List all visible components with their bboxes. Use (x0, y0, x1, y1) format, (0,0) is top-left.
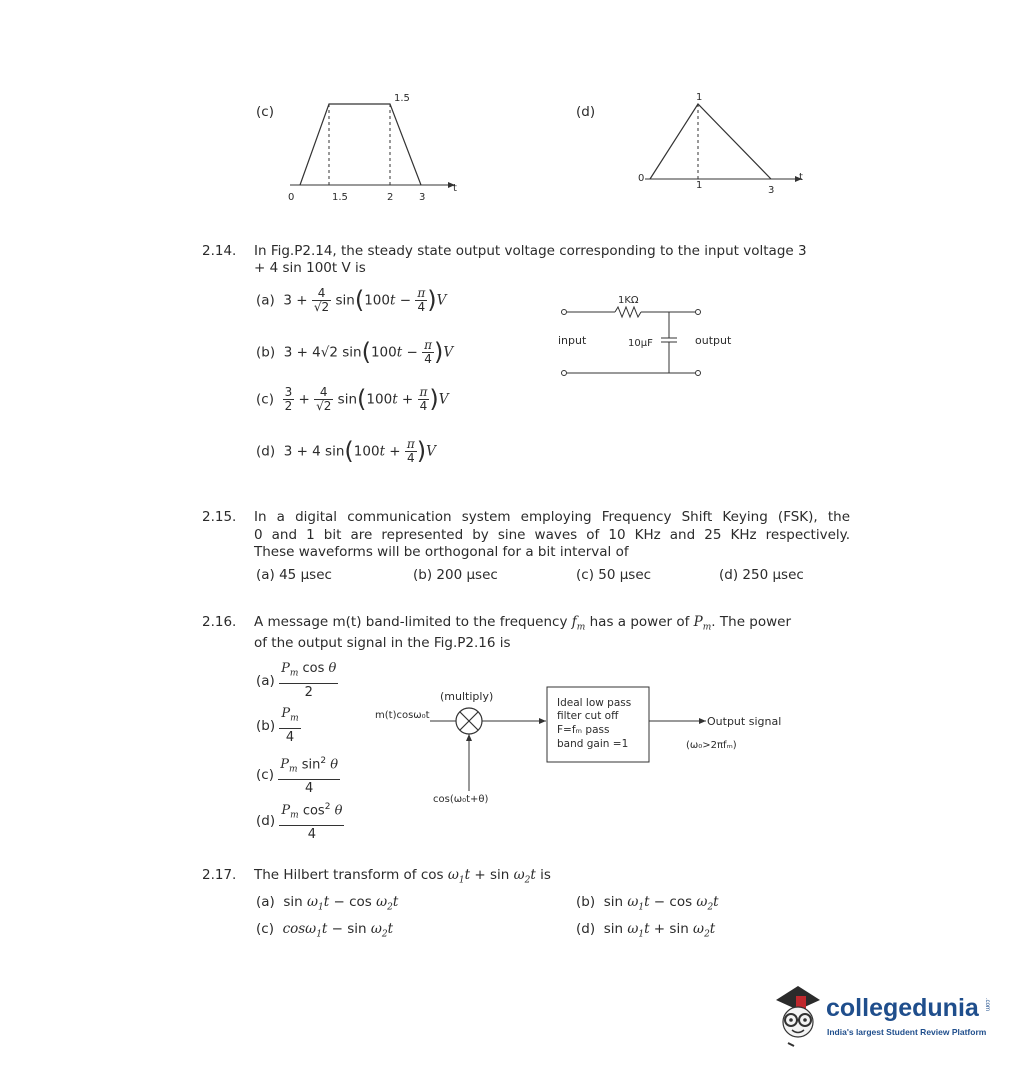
logo-suffix: .com (984, 998, 990, 1012)
q214-line1: In Fig.P2.14, the steady state output voltage corresponding to the input voltage 3 (254, 243, 807, 259)
q216-opt-b-label: (b) (256, 717, 276, 734)
fig-d-axis: t (799, 172, 803, 183)
q214-opt-d-label: (d) (256, 443, 276, 460)
fig-c-t0: 0 (288, 192, 295, 203)
mascot-icon (768, 980, 828, 1050)
q215-line3: These waveforms will be orthogonal for a bit interval of (254, 544, 629, 560)
q214-capacitor-label: 10μF (628, 338, 653, 349)
q216-multiply-label: (multiply) (440, 690, 494, 703)
q216-option-b: (b) $\frac{P_m}{4}$ (256, 706, 299, 745)
q214-rc-circuit (555, 288, 732, 383)
q214-option-b: (b) 3 + 4√2 sin(100t − $\frac{\pi}{4}$ )V (256, 338, 454, 366)
q216-opt-a-label: (a) (256, 672, 275, 689)
q216-filter-line1: Ideal low pass (557, 697, 632, 709)
q217-number: 2.17. (202, 867, 237, 883)
q217-option-b: (b) $\sin \omega_1t - \cos \omega_2t$ (576, 894, 719, 913)
q214-output-label: output (695, 334, 732, 347)
q217-option-d: (d) $\sin \omega_1t + \sin \omega_2t$ (576, 921, 716, 940)
fig-c-label: (c) (256, 104, 274, 120)
q217-option-a: (a) $\sin \omega_1t - \cos \omega_2t$ (256, 894, 399, 913)
q216-carrier-label: cos(ω₀t+θ) (433, 794, 489, 805)
q214-opt-a-label: (a) (256, 292, 275, 309)
q217-opt-b-label: (b) (576, 894, 596, 910)
fig-d-triangle (630, 90, 810, 200)
fig-d-t0: 0 (638, 173, 645, 184)
fig-d-t1: 1 (696, 180, 703, 191)
fig-c-t2: 2 (387, 192, 394, 203)
q215-text (254, 509, 850, 562)
q216-filter-line4: band gain =1 (557, 738, 629, 750)
q216-line1-part-c: The power (719, 614, 792, 630)
q216-line1: A message m(t) band-limited to the frequency $f_m$ has a power of $P_m$. The power (254, 614, 792, 633)
q216-block-diagram (370, 683, 790, 808)
q216-filter-line2: filter cut off (557, 710, 619, 722)
fig-d-t3: 3 (768, 185, 775, 196)
collegedunia-logo (768, 980, 998, 1055)
q215-option-a: (a) 45 μsec (256, 567, 332, 583)
q217-opt-a-label: (a) (256, 894, 275, 910)
q217-line1-text: The Hilbert transform of (254, 867, 417, 883)
q217-option-c: (c) $\cos\omega_1t - \sin \omega_2t$ (256, 921, 394, 940)
q215-line2: 0 and 1 bit are represented by sine waves of 10 KHz and 25 KHz respectively. (254, 526, 850, 543)
fig-d-label: (d) (576, 104, 596, 120)
q214-number: 2.14. (202, 243, 237, 259)
q216-option-c: (c) $\frac{P_m \sin^2 \theta}{4}$ (256, 752, 340, 798)
q215-option-c: (c) 50 μsec (576, 567, 652, 583)
q214-option-d: (d) 3 + 4 sin(100t + $\frac{\pi}{4}$ )V (256, 437, 436, 465)
fig-d-peak: 1 (696, 92, 703, 103)
fig-c-trapezoid (280, 90, 470, 205)
q216-opt-d-label: (d) (256, 812, 276, 829)
q214-opt-b-label: (b) (256, 344, 276, 361)
q216-line1-part-b: has a power of (589, 614, 690, 630)
q214-option-a: (a) 3 + $\frac{4}{√2}$ sin(100t − $\frac{\pi}{4}$ )V (256, 286, 447, 314)
fig-c-axis: t (453, 183, 457, 194)
fig-c-peak: 1.5 (394, 93, 410, 104)
q216-filter-line3: F=fₘ pass (557, 724, 610, 736)
q216-output-label: Output signal (707, 715, 782, 728)
q216-number: 2.16. (202, 614, 237, 630)
q214-option-c: (c) $\frac{3}{2}$ + $\frac{4}{√2}$ sin(100t + $\frac{\pi}{4}$ )V (256, 385, 449, 413)
logo-tagline: India's largest Student Review Platform (827, 1027, 987, 1037)
q216-input-label: m(t)cosω₀t (375, 710, 430, 721)
q216-opt-c-label: (c) (256, 766, 274, 783)
q215-option-d: (d) 250 μsec (719, 567, 804, 583)
q216-option-d: (d) $\frac{P_m \cos^2 \theta}{4}$ (256, 798, 344, 844)
q217-opt-d-label: (d) (576, 921, 596, 937)
q215-number: 2.15. (202, 509, 237, 525)
logo-name: collegedunia (826, 994, 979, 1022)
q217-opt-c-label: (c) (256, 921, 274, 937)
q216-line1-part-a: A message m(t) band-limited to the frequency (254, 614, 568, 630)
fig-c-t1: 1.5 (332, 192, 348, 203)
q215-line1: In a digital communication system employing Frequency Shift Keying (FSK), the (254, 509, 850, 525)
fig-c-t3: 3 (419, 192, 426, 203)
q214-input-label: input (558, 334, 587, 347)
q216-line2: of the output signal in the Fig.P2.16 is (254, 635, 511, 651)
q214-line2: + 4 sin 100t V is (254, 260, 366, 276)
q217-line1: The Hilbert transform of $\cos \omega_1t + \sin \omega_2t$ is (254, 867, 551, 886)
q214-resistor-label: 1KΩ (618, 295, 639, 306)
q216-condition-label: (ω₀>2πfₘ) (686, 740, 737, 751)
q215-option-b: (b) 200 μsec (413, 567, 498, 583)
q214-opt-c-label: (c) (256, 391, 274, 408)
q216-option-a: (a) $\frac{P_m \cos \theta}{2}$ (256, 661, 337, 700)
